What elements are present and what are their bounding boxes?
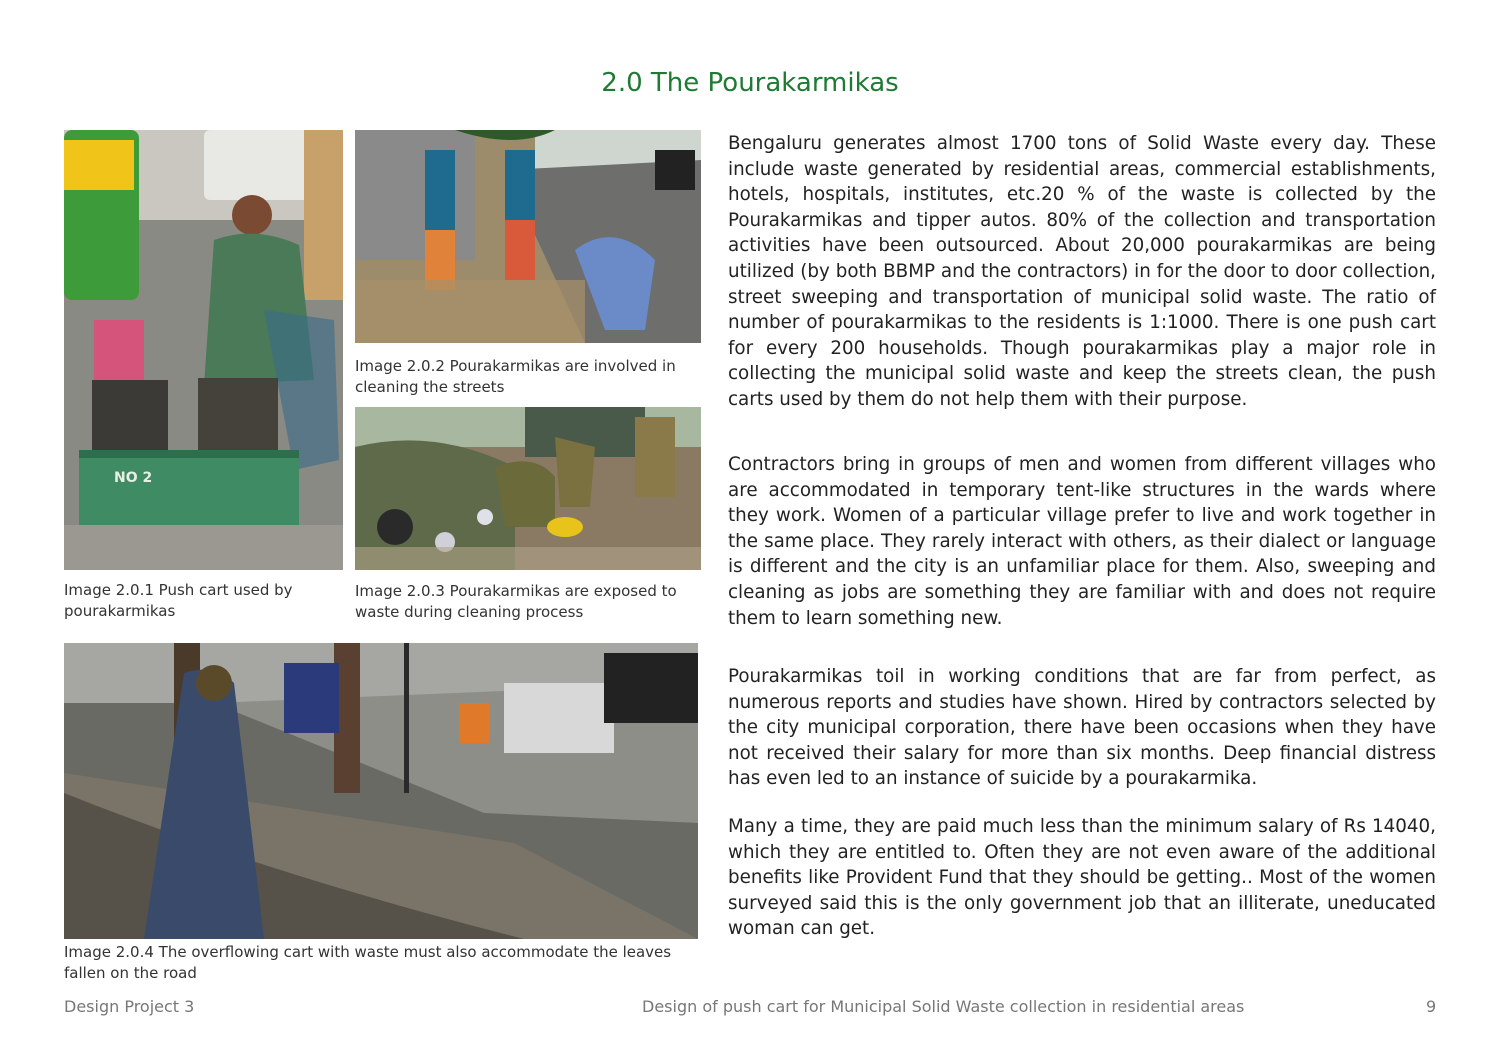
paragraph-1: Bengaluru generates almost 1700 tons of Solid Waste every day. These include waste generated by residential areas, commercial establishments, hotels, hospitals, institutes, etc.20 % of the waste is collected by the Pourakarmikas and tipper autos. 80% of the collection and transportation activities have been outsourced. About 20,000 pourakarmikas are being utilized (by both BBMP and the contractors) in for the door to door collection, street sweeping and transportation of municipal solid waste. The ratio of number of pourakarmikas to the residents is 1:1000. There is one push cart for every 200 households. Though pourakarmikas play a major role in collecting the municipal solid waste and keep the streets clean, the push carts used by them do not help them with their purpose.	[728, 133, 1436, 410]
caption-image-4: Image 2.0.4 The overflowing cart with waste must also accommodate the leaves fallen on the road	[64, 943, 672, 982]
photo-street-cleaning	[355, 130, 701, 343]
caption-image-1: Image 2.0.1 Push cart used by pourakarmikas	[64, 581, 293, 620]
paragraph-2: Contractors bring in groups of men and women from different villages who are accommodated in temporary tent-like structures in the wards where they work. Women of a particular village prefer to live and work together in the same place. They rarely interact with others, as their dialect or language is different and the city is an unfamiliar place for them. Also, sweeping and cleaning as jobs are something they are familiar with and does not require them to learn something new.	[728, 454, 1436, 629]
footer-center: Design of push cart for Municipal Solid Waste collection in residential areas	[642, 997, 1245, 1016]
caption-image-2: Image 2.0.2 Pourakarmikas are involved in cleaning the streets	[355, 357, 676, 396]
page-title: 2.0 The Pourakarmikas	[601, 68, 899, 98]
photo-overflowing-cart	[64, 643, 698, 939]
photo-waste-exposure	[355, 407, 701, 570]
cart-label: NO 2	[114, 470, 153, 486]
paragraph-4: Many a time, they are paid much less than the minimum salary of Rs 14040, which they are entitled to. Often they are not even aware of the additional benefits like Provident Fund that they should be getting.. Most of the women surveyed said this is the only government job that an illiterate, uneducated woman can get.	[728, 816, 1436, 940]
page-number: 9	[1426, 997, 1437, 1016]
caption-image-3: Image 2.0.3 Pourakarmikas are exposed to waste during cleaning process	[355, 582, 677, 621]
paragraph-3: Pourakarmikas toil in working conditions that are far from perfect, as numerous reports and studies have shown. Hired by contractors selected by the city municipal corporation, there have been occasions when they have not received their salary for more than six months. Deep financial distress has even led to an instance of suicide by a pourakarmika.	[728, 666, 1436, 790]
footer-left: Design Project 3	[64, 997, 195, 1016]
photo-push-cart	[64, 130, 343, 570]
